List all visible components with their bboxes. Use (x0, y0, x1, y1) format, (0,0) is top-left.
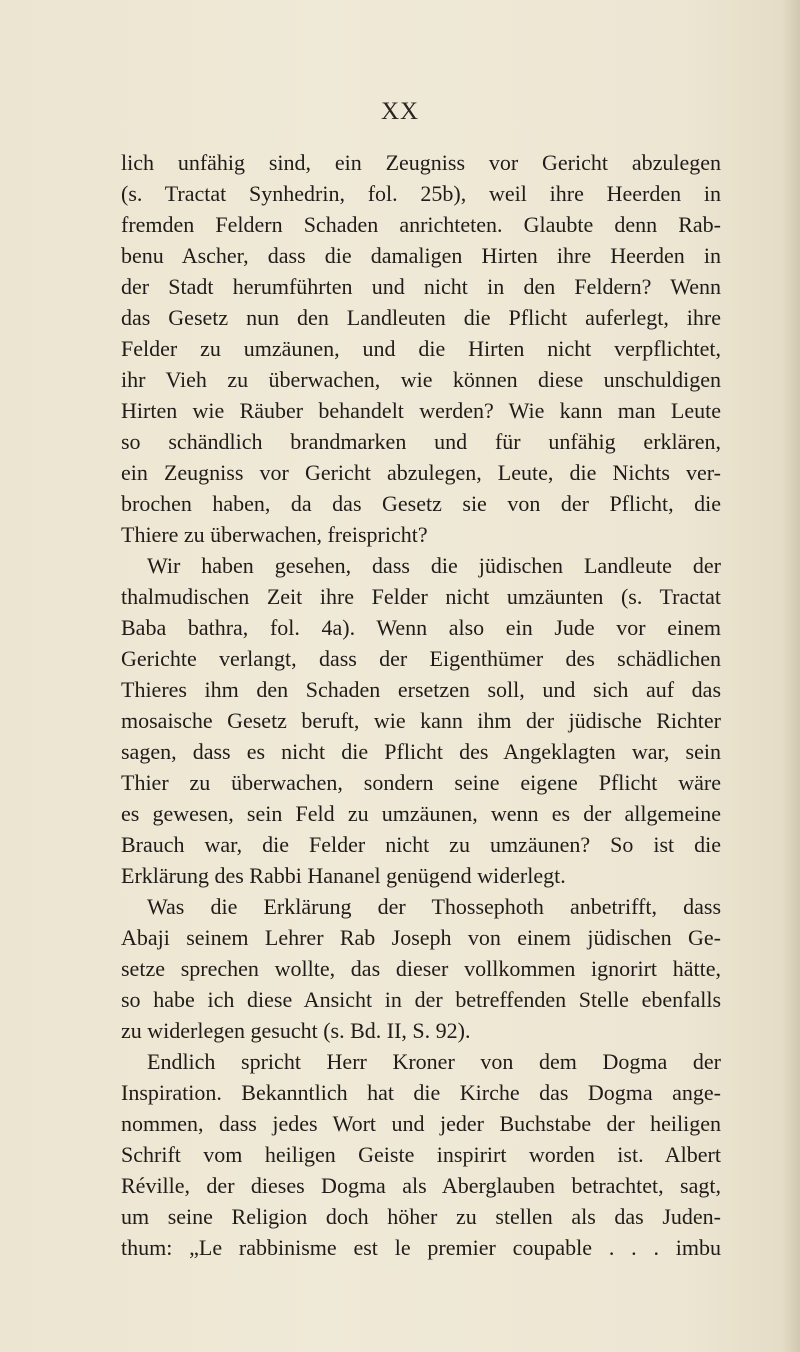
page-number: XX (380, 98, 420, 125)
text-line: ein Zeugniss vor Gericht abzulegen, Leute, die Nichts ver- (121, 460, 721, 485)
paragraph-end-line: Thiere zu überwachen, freispricht? (121, 522, 428, 547)
text-line: fremden Feldern Schaden anrichteten. Glaubte denn Rab- (121, 212, 721, 237)
text-line: ihr Vieh zu überwachen, wie können diese unschuldigen (121, 367, 721, 392)
text-line: es gewesen, sein Feld zu umzäunen, wenn es der allgemeine (121, 801, 721, 826)
text-line: thalmudischen Zeit ihre Felder nicht umzäunten (s. Tractat (121, 584, 721, 609)
text-line: mosaische Gesetz beruft, wie kann ihm der jüdische Richter (121, 708, 721, 733)
text-line: das Gesetz nun den Landleuten die Pflicht auferlegt, ihre (121, 305, 721, 330)
text-line: setze sprechen wollte, das dieser vollkommen ignorirt hätte, (121, 956, 721, 981)
text-line: so schändlich brandmarken und für unfähig erklären, (121, 429, 721, 454)
text-line: Gerichte verlangt, dass der Eigenthümer des schädlichen (121, 646, 721, 671)
text-line: lich unfähig sind, ein Zeugniss vor Gericht abzulegen (121, 150, 721, 175)
text-line: Hirten wie Räuber behandelt werden? Wie kann man Leute (121, 398, 721, 423)
text-line: Brauch war, die Felder nicht zu umzäunen? So ist die (121, 832, 721, 857)
body-text (121, 147, 721, 1263)
text-line: Réville, der dieses Dogma als Aberglauben betrachtet, sagt, (121, 1173, 721, 1198)
text-line: sagen, dass es nicht die Pflicht des Angeklagten war, sein (121, 739, 721, 764)
text-line: Abaji seinem Lehrer Rab Joseph von einem jüdischen Ge- (121, 925, 721, 950)
paragraph-end-line: zu widerlegen gesucht (s. Bd. II, S. 92). (121, 1018, 471, 1043)
text-line: nommen, dass jedes Wort und jeder Buchstabe der heiligen (121, 1111, 721, 1136)
text-line: thum: „Le rabbinisme est le premier coupable . . . imbu (121, 1235, 721, 1260)
text-line: Baba bathra, fol. 4a). Wenn also ein Jude vor einem (121, 615, 721, 640)
text-line: (s. Tractat Synhedrin, fol. 25b), weil ihre Heerden in (121, 181, 721, 206)
page-edge-shadow (782, 0, 800, 1352)
text-line: Thieres ihm den Schaden ersetzen soll, und sich auf das (121, 677, 721, 702)
text-line: so habe ich diese Ansicht in der betreffenden Stelle ebenfalls (121, 987, 721, 1012)
paragraph-start-line: Wir haben gesehen, dass die jüdischen Landleute der (147, 553, 721, 578)
text-line: Schrift vom heiligen Geiste inspirirt worden ist. Albert (121, 1142, 721, 1167)
text-line: Thier zu überwachen, sondern seine eigene Pflicht wäre (121, 770, 721, 795)
paragraph-end-line: Erklärung des Rabbi Hananel genügend widerlegt. (121, 863, 566, 888)
text-line: brochen haben, da das Gesetz sie von der Pflicht, die (121, 491, 721, 516)
paragraph-start-line: Endlich spricht Herr Kroner von dem Dogma der (147, 1049, 721, 1074)
text-line: Felder zu umzäunen, und die Hirten nicht verpflichtet, (121, 336, 721, 361)
paragraph-start-line: Was die Erklärung der Thossephoth anbetrifft, dass (147, 894, 721, 919)
text-line: Inspiration. Bekanntlich hat die Kirche das Dogma ange- (121, 1080, 721, 1105)
text-line: um seine Religion doch höher zu stellen als das Juden- (121, 1204, 721, 1229)
text-line: der Stadt herumführten und nicht in den Feldern? Wenn (121, 274, 721, 299)
text-line: benu Ascher, dass die damaligen Hirten ihre Heerden in (121, 243, 721, 268)
